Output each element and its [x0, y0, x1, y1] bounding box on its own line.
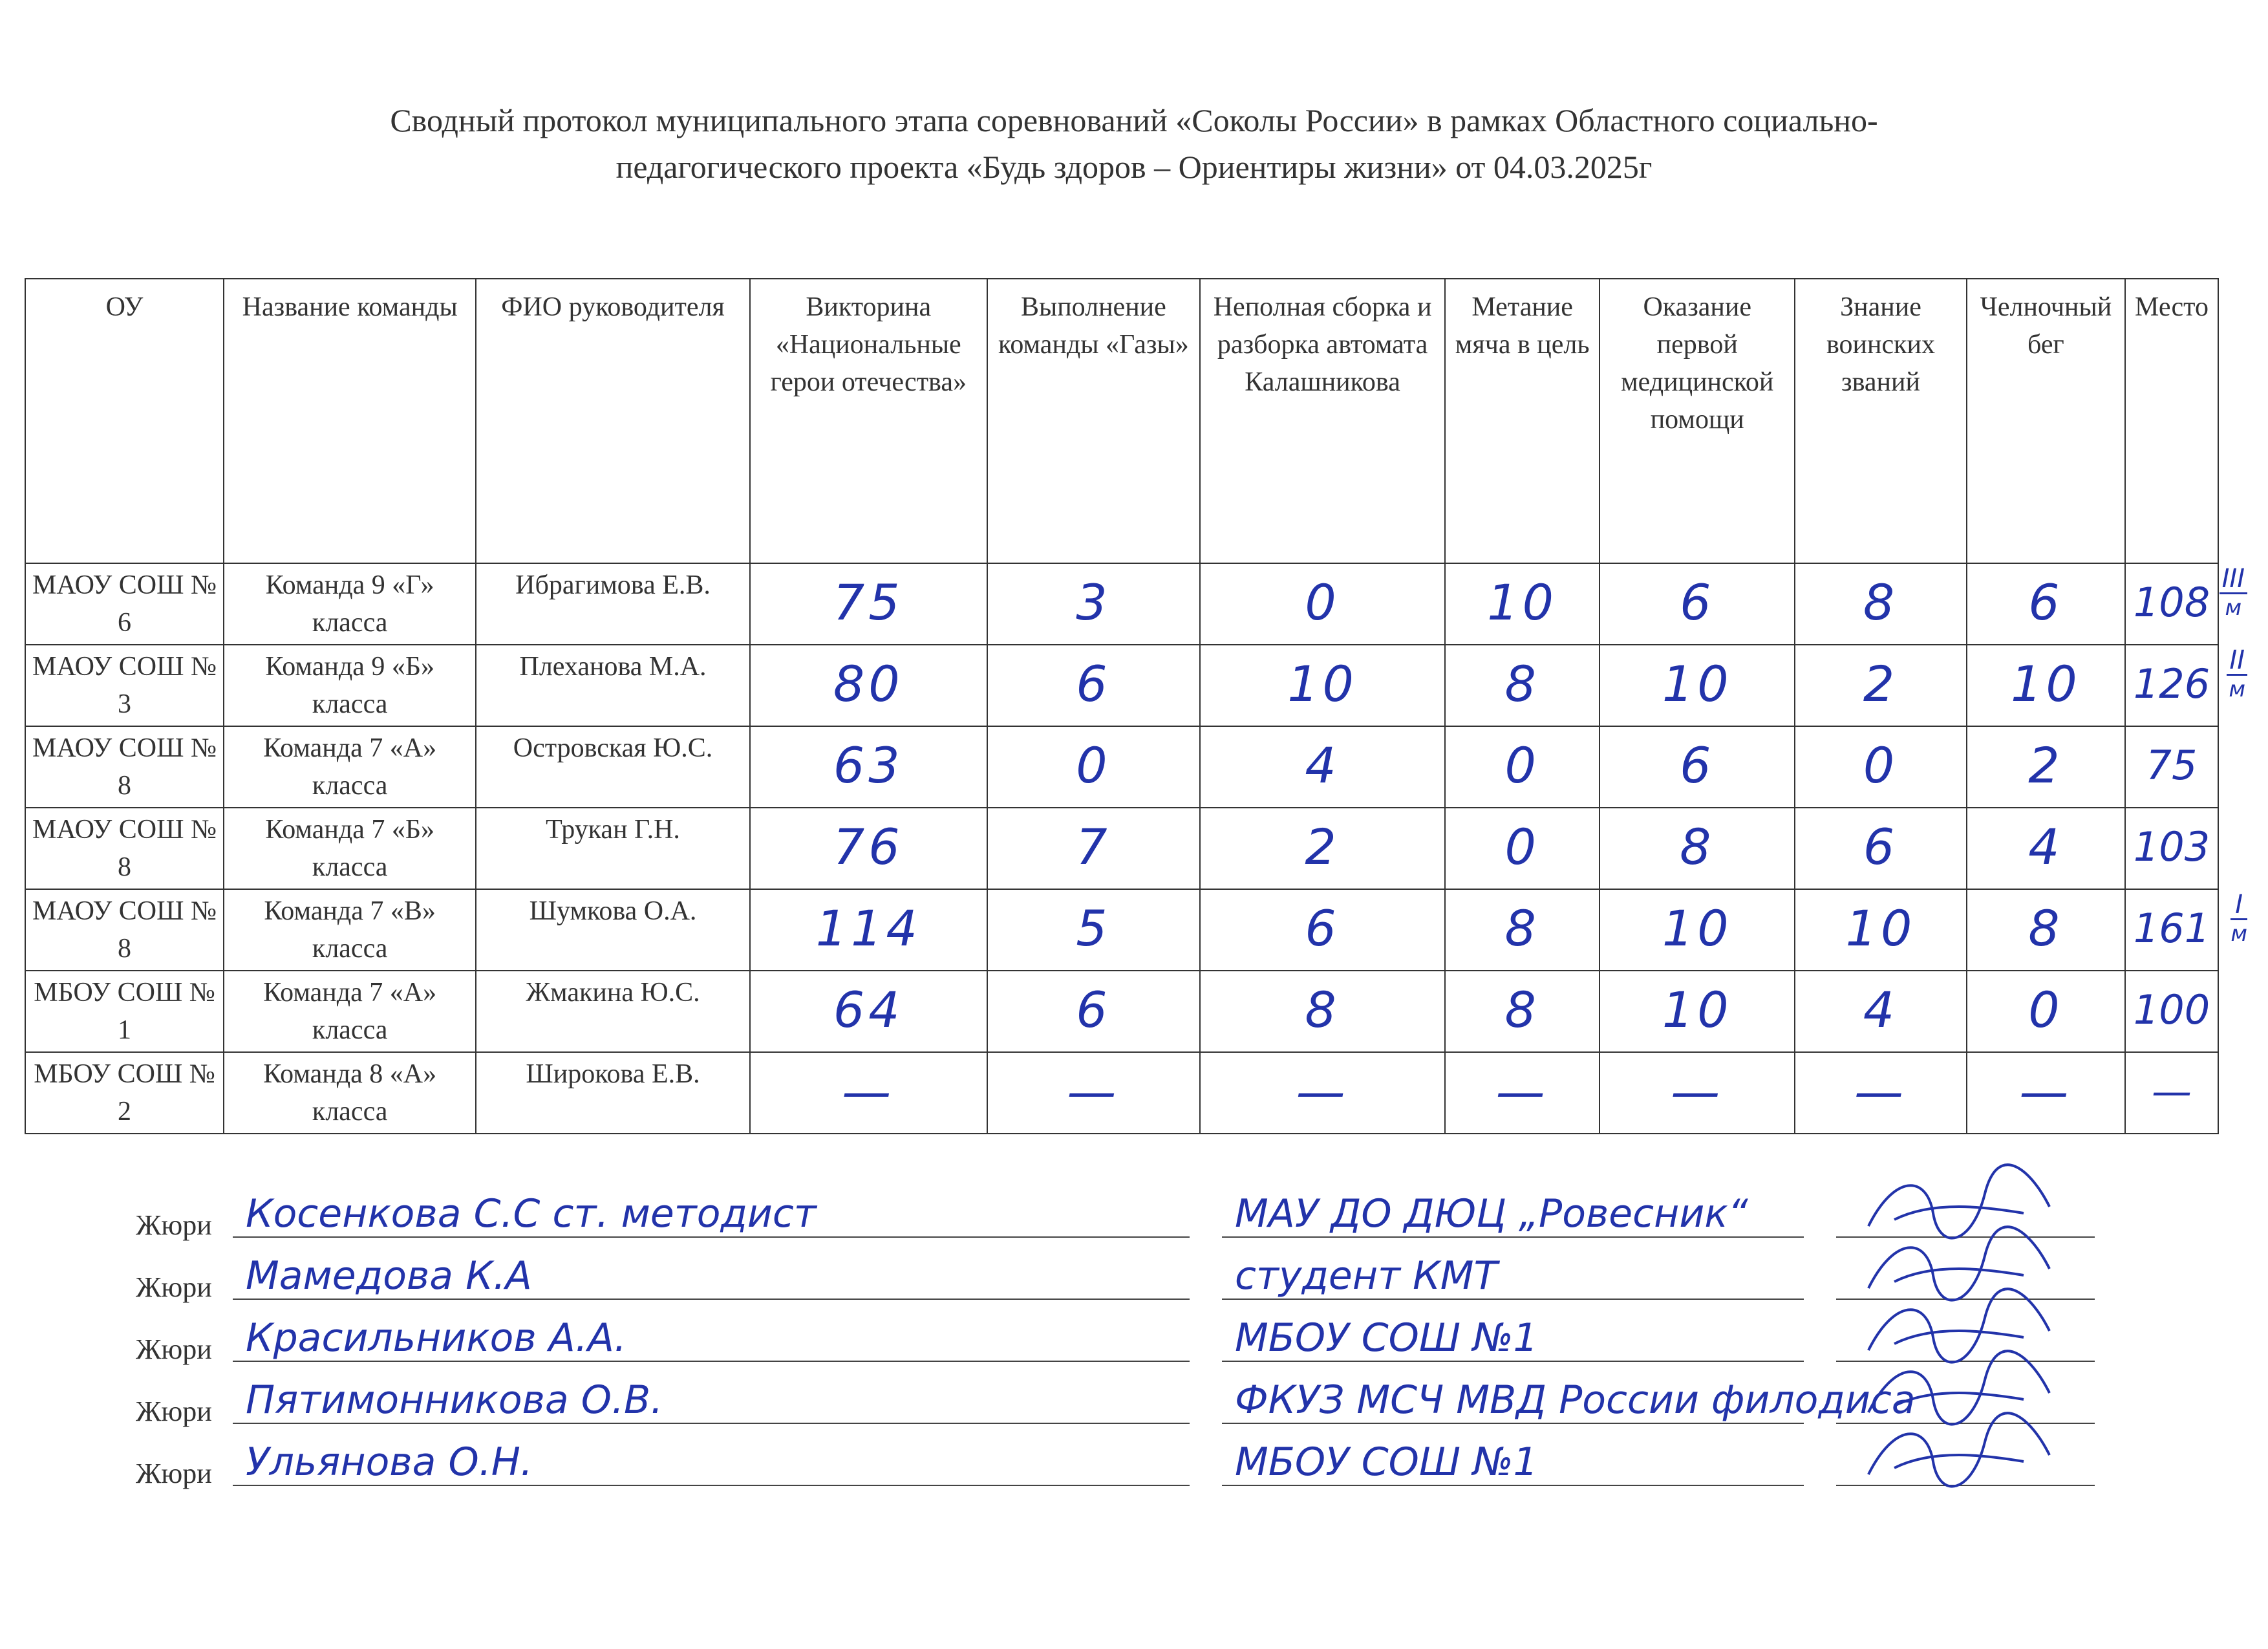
handwritten-score: 10 [1487, 574, 1558, 631]
cell-ranks [1795, 645, 1967, 726]
cell-leader: Плеханова М.А. [476, 645, 750, 726]
handwritten-total: 75 [2146, 742, 2198, 789]
handwritten-score: 2 [1305, 818, 1340, 876]
cell-aid [1599, 889, 1795, 971]
cell-place [2125, 808, 2218, 889]
jury-name: Косенкова С.С ст. методист [246, 1191, 817, 1236]
handwritten-score: 4 [1863, 981, 1899, 1039]
cell-school: МАОУ СОШ № 8 [25, 808, 224, 889]
org-line [1222, 1236, 1804, 1238]
handwritten-total: — [2152, 1068, 2192, 1115]
handwritten-score: — [842, 1062, 895, 1120]
cell-ak [1200, 971, 1445, 1052]
cell-throw [1445, 563, 1599, 645]
handwritten-score: 10 [1662, 900, 1733, 957]
handwritten-score: — [1854, 1062, 1907, 1120]
handwritten-score: 3 [1076, 574, 1111, 631]
table-row [25, 971, 2218, 1052]
handwritten-score: 5 [1076, 900, 1111, 957]
handwritten-score: 8 [1504, 655, 1540, 713]
cell-gas [987, 889, 1200, 971]
place-roman: I [2231, 891, 2247, 920]
cell-shuttle [1967, 1052, 2125, 1134]
cell-place [2125, 726, 2218, 808]
cell-school: МАОУ СОШ № 8 [25, 889, 224, 971]
handwritten-total: 103 [2133, 823, 2210, 870]
cell-leader: Широкова Е.В. [476, 1052, 750, 1134]
jury-row [136, 1432, 2075, 1494]
jury-org: студент КМТ [1235, 1253, 1498, 1299]
cell-gas [987, 971, 1200, 1052]
handwritten-score: 63 [833, 737, 904, 794]
cell-leader: Шумкова О.А. [476, 889, 750, 971]
cell-throw [1445, 971, 1599, 1052]
handwritten-score: 0 [1305, 574, 1340, 631]
cell-quiz [750, 645, 987, 726]
handwritten-score: 4 [2028, 818, 2064, 876]
name-line [233, 1236, 1190, 1238]
handwritten-score: 8 [1504, 900, 1540, 957]
table-row [25, 645, 2218, 726]
header-team: Название команды [224, 279, 476, 563]
jury-name: Красильников А.А. [246, 1315, 626, 1361]
handwritten-score: 75 [833, 574, 904, 631]
handwritten-total: 126 [2133, 660, 2210, 707]
header-gas: Выполнение команды «Газы» [987, 279, 1200, 563]
cell-ak [1200, 1052, 1445, 1134]
cell-quiz [750, 889, 987, 971]
cell-ak [1200, 889, 1445, 971]
jury-row [136, 1183, 2075, 1245]
cell-school: МБОУ СОШ № 1 [25, 971, 224, 1052]
jury-org: МБОУ СОШ №1 [1235, 1315, 1538, 1361]
cell-ranks [1795, 1052, 1967, 1134]
cell-place [2125, 971, 2218, 1052]
handwritten-score: 6 [1680, 574, 1715, 631]
cell-place [2125, 645, 2246, 726]
handwritten-score: 0 [1863, 737, 1899, 794]
cell-aid [1599, 808, 1795, 889]
place-suffix: м [2231, 921, 2247, 947]
cell-shuttle [1967, 971, 2125, 1052]
name-line [233, 1361, 1190, 1362]
cell-shuttle [1967, 645, 2125, 726]
cell-aid [1599, 645, 1795, 726]
handwritten-score: 80 [833, 655, 904, 713]
name-line [233, 1485, 1190, 1486]
jury-label: Жюри [136, 1396, 212, 1427]
cell-aid [1599, 563, 1795, 645]
handwritten-score: 8 [2028, 900, 2064, 957]
place-suffix: м [2229, 676, 2246, 702]
jury-name: Пятимонникова О.В. [246, 1377, 663, 1423]
handwritten-score: 76 [833, 818, 904, 876]
cell-shuttle [1967, 726, 2125, 808]
table-row [25, 563, 2218, 645]
cell-shuttle [1967, 563, 2125, 645]
handwritten-total: 100 [2133, 986, 2210, 1033]
handwritten-score: 6 [2028, 574, 2064, 631]
cell-leader: Жмакина Ю.С. [476, 971, 750, 1052]
handwritten-score: 64 [833, 981, 904, 1039]
cell-place [2125, 889, 2247, 971]
cell-school: МАОУ СОШ № 8 [25, 726, 224, 808]
cell-team: Команда 7 «Б» класса [224, 808, 476, 889]
jury-label: Жюри [136, 1271, 212, 1303]
jury-row [136, 1308, 2075, 1370]
signature-scribble [1856, 1397, 2069, 1494]
handwritten-total: 161 [2133, 905, 2210, 952]
jury-label: Жюри [136, 1333, 212, 1365]
handwritten-score: 8 [1305, 981, 1340, 1039]
cell-team: Команда 9 «Г» класса [224, 563, 476, 645]
cell-team: Команда 8 «А» класса [224, 1052, 476, 1134]
cell-shuttle [1967, 808, 2125, 889]
header-aid: Оказание первой медицинской помощи [1599, 279, 1795, 563]
cell-leader: Трукан Г.Н. [476, 808, 750, 889]
handwritten-place [2227, 647, 2247, 703]
table-header-row [25, 279, 2218, 563]
handwritten-score: — [1671, 1062, 1724, 1120]
cell-ranks [1795, 563, 1967, 645]
cell-place [2125, 563, 2245, 645]
results-table [25, 278, 2247, 1134]
cell-quiz [750, 971, 987, 1052]
header-ranks: Знание воинских званий [1795, 279, 1967, 563]
table-row [25, 1052, 2218, 1134]
header-place: Место [2125, 279, 2218, 563]
handwritten-place [2220, 565, 2247, 621]
place-suffix: м [2225, 595, 2242, 621]
jury-row [136, 1245, 2075, 1308]
handwritten-score: 6 [1305, 900, 1340, 957]
name-line [233, 1423, 1190, 1424]
cell-aid [1599, 1052, 1795, 1134]
handwritten-score: 2 [1863, 655, 1899, 713]
cell-throw [1445, 726, 1599, 808]
handwritten-score: 0 [2028, 981, 2064, 1039]
cell-throw [1445, 1052, 1599, 1134]
cell-aid [1599, 971, 1795, 1052]
cell-ak [1200, 563, 1445, 645]
cell-ranks [1795, 971, 1967, 1052]
handwritten-score: — [1495, 1062, 1549, 1120]
cell-quiz [750, 1052, 987, 1134]
table-row [25, 726, 2218, 808]
handwritten-score: 6 [1076, 981, 1111, 1039]
document-title [0, 97, 2268, 190]
handwritten-score: 10 [1287, 655, 1358, 713]
handwritten-score: 8 [1504, 981, 1540, 1039]
handwritten-score: 7 [1076, 818, 1111, 876]
handwritten-score: 8 [1863, 574, 1899, 631]
cell-school: МАОУ СОШ № 6 [25, 563, 224, 645]
handwritten-score: 4 [1305, 737, 1340, 794]
header-quiz: Викторина «Национальные герои отечества» [750, 279, 987, 563]
cell-shuttle [1967, 889, 2125, 971]
handwritten-score: 10 [1845, 900, 1916, 957]
cell-gas [987, 808, 1200, 889]
header-school: ОУ [25, 279, 224, 563]
title-line-1: Сводный протокол муниципального этапа соревнований «Соколы России» в рамках Областного социально- [390, 102, 1878, 138]
table-row [25, 889, 2218, 971]
cell-ranks [1795, 889, 1967, 971]
jury-row [136, 1370, 2075, 1432]
org-line [1222, 1361, 1804, 1362]
cell-quiz [750, 808, 987, 889]
cell-leader: Ибрагимова Е.В. [476, 563, 750, 645]
cell-school: МБОУ СОШ № 2 [25, 1052, 224, 1134]
cell-school: МАОУ СОШ № 3 [25, 645, 224, 726]
name-line [233, 1299, 1190, 1300]
place-roman: III [2220, 565, 2247, 594]
jury-org: МАУ ДО ДЮЦ „Ровесник“ [1235, 1191, 1748, 1236]
jury-name: Мамедова К.А [246, 1253, 532, 1299]
handwritten-score: 10 [1662, 655, 1733, 713]
jury-label: Жюри [136, 1209, 212, 1241]
cell-gas [987, 563, 1200, 645]
header-leader: ФИО руководителя [476, 279, 750, 563]
header-shuttle: Челночный бег [1967, 279, 2125, 563]
handwritten-score: 114 [815, 900, 921, 957]
cell-quiz [750, 726, 987, 808]
handwritten-score: 6 [1680, 737, 1715, 794]
handwritten-score: 2 [2028, 737, 2064, 794]
header-ak: Неполная сборка и разборка автомата Калашникова [1200, 279, 1445, 563]
cell-ak [1200, 808, 1445, 889]
table-row [25, 808, 2218, 889]
handwritten-score: — [2019, 1062, 2073, 1120]
jury-name: Ульянова О.Н. [246, 1439, 533, 1485]
cell-throw [1445, 808, 1599, 889]
cell-ranks [1795, 726, 1967, 808]
cell-quiz [750, 563, 987, 645]
header-throw: Метание мяча в цель [1445, 279, 1599, 563]
cell-throw [1445, 889, 1599, 971]
jury-org: ФКУЗ МСЧ МВД России филодиса [1235, 1377, 1916, 1423]
org-line [1222, 1485, 1804, 1486]
cell-place [2125, 1052, 2218, 1134]
cell-ranks [1795, 808, 1967, 889]
place-roman: II [2227, 647, 2247, 676]
cell-aid [1599, 726, 1795, 808]
handwritten-score: — [1296, 1062, 1349, 1120]
cell-ak [1200, 645, 1445, 726]
cell-team: Команда 7 «В» класса [224, 889, 476, 971]
handwritten-score: 0 [1504, 818, 1540, 876]
handwritten-score: 10 [1662, 981, 1733, 1039]
org-line [1222, 1299, 1804, 1300]
cell-team: Команда 7 «А» класса [224, 726, 476, 808]
cell-gas [987, 1052, 1200, 1134]
org-line [1222, 1423, 1804, 1424]
handwritten-score: 6 [1076, 655, 1111, 713]
cell-team: Команда 7 «А» класса [224, 971, 476, 1052]
cell-team: Команда 9 «Б» класса [224, 645, 476, 726]
cell-throw [1445, 645, 1599, 726]
cell-gas [987, 645, 1200, 726]
handwritten-score: 6 [1863, 818, 1899, 876]
cell-gas [987, 726, 1200, 808]
jury-label: Жюри [136, 1458, 212, 1489]
handwritten-total: 108 [2133, 579, 2210, 626]
cell-leader: Островская Ю.С. [476, 726, 750, 808]
handwritten-score: — [1067, 1062, 1120, 1120]
handwritten-score: 10 [2011, 655, 2081, 713]
handwritten-score: 8 [1680, 818, 1715, 876]
jury-org: МБОУ СОШ №1 [1235, 1439, 1538, 1485]
handwritten-place [2231, 891, 2247, 947]
title-line-2: педагогического проекта «Будь здоров – Ориентиры жизни» от 04.03.2025г [615, 149, 1653, 185]
handwritten-score: 0 [1504, 737, 1540, 794]
cell-ak [1200, 726, 1445, 808]
handwritten-score: 0 [1076, 737, 1111, 794]
